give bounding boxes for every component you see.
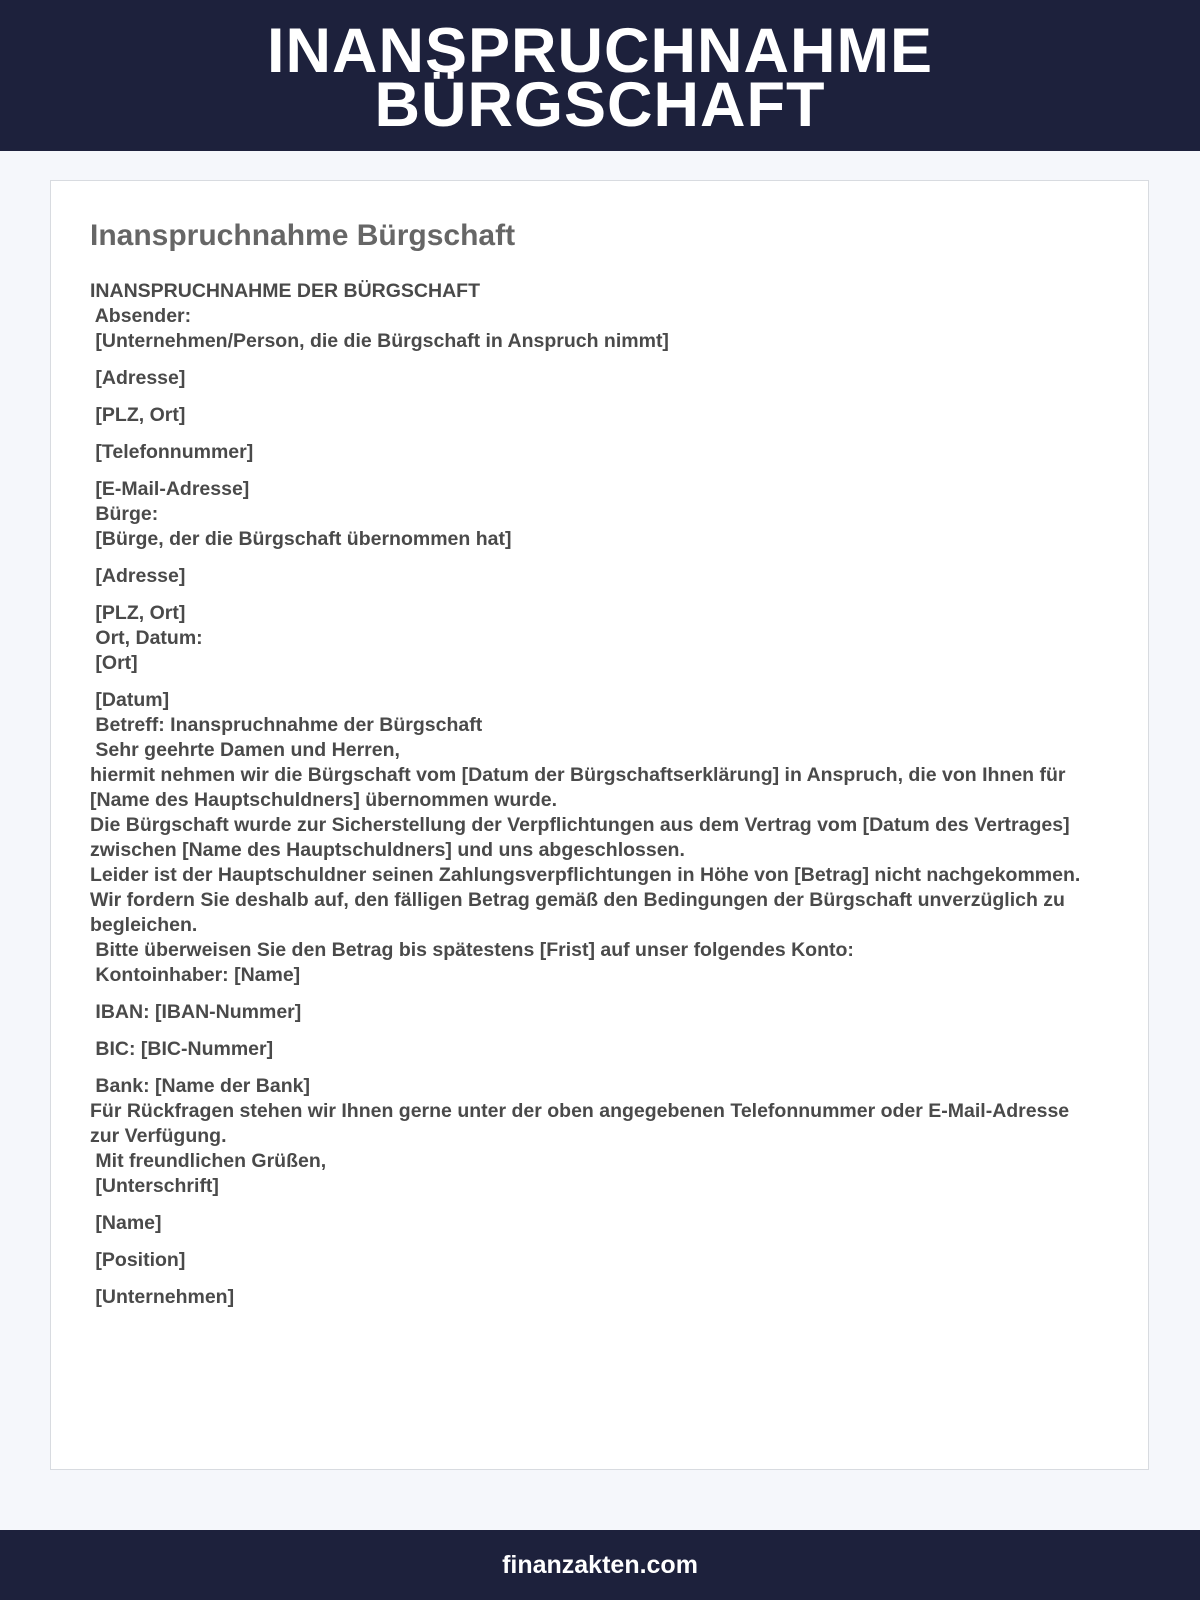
closing: Mit freundlichen Grüßen, <box>90 1150 327 1172</box>
banner-title-line-2: BÜRGSCHAFT <box>374 69 826 140</box>
guarantor-address: [Adresse] <box>90 565 186 587</box>
place-date-label: Ort, Datum: <box>90 627 203 649</box>
signature-company: [Unternehmen] <box>90 1286 235 1308</box>
footer-bar <box>0 1530 1200 1600</box>
footer-site-name: finanzakten.com <box>502 1550 698 1579</box>
header-banner <box>0 0 1200 151</box>
payment-request: Bitte überweisen Sie den Betrag bis spätestens [Frist] auf unser folgendes Konto: <box>90 939 854 961</box>
sender-label: Absender: <box>90 305 192 327</box>
paragraph-default: Leider ist der Hauptschuldner seinen Zahlungsverpflichtungen in Höhe von [Betrag] nicht nachgekommen. <box>90 864 1081 886</box>
account-bic: BIC: [BIC-Nummer] <box>90 1038 274 1060</box>
sender-email: [E-Mail-Adresse] <box>90 478 250 500</box>
salutation: Sehr geehrte Damen und Herren, <box>90 739 400 761</box>
paragraph-demand: Wir fordern Sie deshalb auf, den fälligen Betrag gemäß den Bedingungen der Bürgschaft unverzüglich zu begleichen. <box>90 889 1065 936</box>
guarantor-name: [Bürge, der die Bürgschaft übernommen hat] <box>90 528 512 550</box>
sender-address: [Adresse] <box>90 367 186 389</box>
banner-title <box>266 15 933 140</box>
paragraph-contract: Die Bürgschaft wurde zur Sicherstellung der Verpflichtungen aus dem Vertrag vom [Datum des Vertrages] zwischen [Name des Hauptschuldners] und uns abgeschlossen. <box>90 814 1070 861</box>
document-heading: INANSPRUCHNAHME DER BÜRGSCHAFT <box>90 280 480 302</box>
banner-title-line-1: INANSPRUCHNAHME <box>266 15 933 86</box>
sender-phone: [Telefonnummer] <box>90 441 254 463</box>
document-body <box>90 279 1100 1310</box>
guarantor-zip-city: [PLZ, Ort] <box>90 602 186 624</box>
paragraph-claim: hiermit nehmen wir die Bürgschaft vom [Datum der Bürgschaftserklärung] in Anspruch, die von Ihnen für [Name des Hauptschuldners] übernommen wurde. <box>90 764 1066 811</box>
contact-note: Für Rückfragen stehen wir Ihnen gerne unter der oben angegebenen Telefonnummer oder E-Mail-Adresse zur Verfügung. <box>90 1100 1070 1147</box>
sender-name: [Unternehmen/Person, die die Bürgschaft in Anspruch nimmt] <box>90 330 669 352</box>
subject-line: Betreff: Inanspruchnahme der Bürgschaft <box>90 714 483 736</box>
guarantor-label: Bürge: <box>90 503 159 525</box>
signature-field: [Unterschrift] <box>90 1175 219 1197</box>
account-bank: Bank: [Name der Bank] <box>90 1075 310 1097</box>
date-field: [Datum] <box>90 689 170 711</box>
place-field: [Ort] <box>90 652 138 674</box>
signature-position: [Position] <box>90 1249 186 1271</box>
signature-name: [Name] <box>90 1212 162 1234</box>
account-holder: Kontoinhaber: [Name] <box>90 964 301 986</box>
sender-zip-city: [PLZ, Ort] <box>90 404 186 426</box>
document-title: Inanspruchnahme Bürgschaft <box>90 219 516 252</box>
account-iban: IBAN: [IBAN-Nummer] <box>90 1001 302 1023</box>
document-card <box>50 180 1149 1470</box>
